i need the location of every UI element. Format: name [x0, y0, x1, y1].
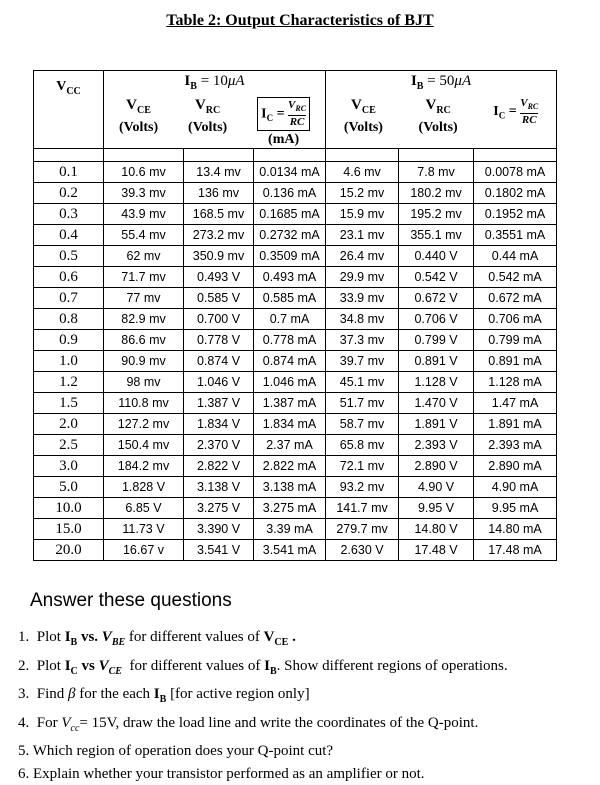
vrc-50ua-cell: 0.891 V	[399, 351, 474, 372]
ic-50ua-cell: 0.706 mA	[474, 309, 557, 330]
vcc-value-cell: 0.9	[34, 330, 104, 351]
vcc-value-cell: 0.6	[34, 267, 104, 288]
vce-50ua-cell: 15.2 mv	[326, 183, 399, 204]
vce-50ua-cell: 33.9 mv	[326, 288, 399, 309]
vrc-10ua-cell: 168.5 mv	[184, 204, 254, 225]
question-item: 6. Explain whether your transistor performed as an amplifier or not.	[18, 763, 508, 785]
ic-10ua-cell: 3.541 mA	[254, 540, 326, 561]
question-item: 1. Plot $I_B$ vs. $V_{BE}$ for different values of $V_{CE}$ .	[18, 626, 508, 655]
table-row	[34, 246, 557, 267]
table-title: Table 2: Output Characteristics of BJT	[0, 12, 600, 30]
table-row	[34, 477, 557, 498]
ic-50ua-cell: 0.799 mA	[474, 330, 557, 351]
vrc-10ua-cell: 13.4 mv	[184, 162, 254, 183]
ic-10ua-cell: 3.138 mA	[254, 477, 326, 498]
vrc-50ua-cell: 7.8 mv	[399, 162, 474, 183]
ic-10ua-cell: 0.778 mA	[254, 330, 326, 351]
ic-10ua-cell: 0.493 mA	[254, 267, 326, 288]
ic-50ua-cell: 0.542 mA	[474, 267, 557, 288]
vrc-50ua-cell: 17.48 V	[399, 540, 474, 561]
question-item: 5. Which region of operation does your Q-point cut?	[18, 740, 508, 763]
vrc-50ua-cell: 9.95 V	[399, 498, 474, 519]
table-row	[34, 309, 557, 330]
table-row	[34, 456, 557, 477]
vrc-10ua-cell: 3.275 V	[184, 498, 254, 519]
vcc-value-cell: 0.1	[34, 162, 104, 183]
ic-10ua-cell: 1.387 mA	[254, 393, 326, 414]
vrc-50ua-cell: 2.393 V	[399, 435, 474, 456]
ic-50ua-cell: 2.393 mA	[474, 435, 557, 456]
vcc-value-cell: 5.0	[34, 477, 104, 498]
table-row	[34, 267, 557, 288]
vcc-value-cell: 2.5	[34, 435, 104, 456]
vce-10ua-cell: 1.828 V	[104, 477, 184, 498]
ic-50ua-cell: 1.891 mA	[474, 414, 557, 435]
table-row	[34, 519, 557, 540]
vcc-value-cell: 0.8	[34, 309, 104, 330]
vcc-value-cell: 0.7	[34, 288, 104, 309]
ic-10ua-cell: 2.822 mA	[254, 456, 326, 477]
vrc-50ua-cell: 4.90 V	[399, 477, 474, 498]
vce-50ua-cell: 58.7 mv	[326, 414, 399, 435]
vce-10ua-cell: 77 mv	[104, 288, 184, 309]
vrc-50ua-cell: 0.440 V	[399, 246, 474, 267]
vrc-50ua-cell: 0.706 V	[399, 309, 474, 330]
ic-50ua-cell: 1.128 mA	[474, 372, 557, 393]
vce-10ua-cell: 39.3 mv	[104, 183, 184, 204]
vce-10ua-cell: 86.6 mv	[104, 330, 184, 351]
ic-10ua-cell: 1.834 mA	[254, 414, 326, 435]
vrc-50ua-cell: 2.890 V	[399, 456, 474, 477]
vcc-value-cell: 2.0	[34, 414, 104, 435]
ic-50ua-cell: 14.80 mA	[474, 519, 557, 540]
table-row	[34, 204, 557, 225]
question-item: 3. Find β for the each $I_B$ [for active region only]	[18, 683, 508, 712]
vrc-50ua-cell: 1.891 V	[399, 414, 474, 435]
ic-50ua-cell: 4.90 mA	[474, 477, 557, 498]
ib-50ua-group-header: $I_B = 50\mu A$ $V_{CE}$ (Volts) $V_{RC}$ (Volts) $I_C$ = $\frac{V_{RC}}{RC}$	[326, 71, 557, 149]
ic-50ua-cell: 0.3551 mA	[474, 225, 557, 246]
spacer-row	[34, 149, 557, 162]
ic-10ua-cell: 0.2732 mA	[254, 225, 326, 246]
vce-10ua-cell: 127.2 mv	[104, 414, 184, 435]
question-list	[18, 626, 508, 785]
table-row	[34, 435, 557, 456]
question-item: 2. Plot $I_C$ vs $V_{CE}$ for different values of $I_B$. Show different regions of operations.	[18, 655, 508, 684]
vrc-10ua-cell: 0.874 V	[184, 351, 254, 372]
vce-10ua-cell: 16.67 v	[104, 540, 184, 561]
vce-10ua-cell: 150.4 mv	[104, 435, 184, 456]
vce-50ua-cell: 72.1 mv	[326, 456, 399, 477]
vce-50ua-cell: 26.4 mv	[326, 246, 399, 267]
vrc-10ua-cell: 0.778 V	[184, 330, 254, 351]
header-row	[34, 71, 557, 149]
ic-10ua-cell: 0.3509 mA	[254, 246, 326, 267]
vrc-10ua-cell: 1.046 V	[184, 372, 254, 393]
vce-10ua-cell: 62 mv	[104, 246, 184, 267]
table-row	[34, 498, 557, 519]
vce-50ua-cell: 4.6 mv	[326, 162, 399, 183]
ic-10ua-cell: 0.1685 mA	[254, 204, 326, 225]
table-row	[34, 162, 557, 183]
vce-50ua-cell: 45.1 mv	[326, 372, 399, 393]
vcc-value-cell: 1.2	[34, 372, 104, 393]
vce-50ua-cell: 93.2 mv	[326, 477, 399, 498]
vce-50ua-cell: 34.8 mv	[326, 309, 399, 330]
vcc-value-cell: 0.2	[34, 183, 104, 204]
vce-50ua-cell: 2.630 V	[326, 540, 399, 561]
vce-10ua-cell: 110.8 mv	[104, 393, 184, 414]
vce-50ua-cell: 39.7 mv	[326, 351, 399, 372]
ic-10ua-cell: 2.37 mA	[254, 435, 326, 456]
vce-10ua-cell: 82.9 mv	[104, 309, 184, 330]
ic-50ua-cell: 2.890 mA	[474, 456, 557, 477]
vrc-50ua-cell: 1.470 V	[399, 393, 474, 414]
vrc-10ua-cell: 2.370 V	[184, 435, 254, 456]
vrc-10ua-cell: 1.834 V	[184, 414, 254, 435]
vrc-10ua-cell: 0.585 V	[184, 288, 254, 309]
vcc-value-cell: 20.0	[34, 540, 104, 561]
vce-10ua-cell: 43.9 mv	[104, 204, 184, 225]
vrc-10ua-cell: 3.138 V	[184, 477, 254, 498]
vrc-10ua-cell: 2.822 V	[184, 456, 254, 477]
ic-50ua-cell: 9.95 mA	[474, 498, 557, 519]
ic-50ua-cell: 1.47 mA	[474, 393, 557, 414]
vcc-value-cell: 10.0	[34, 498, 104, 519]
vce-50ua-cell: 29.9 mv	[326, 267, 399, 288]
answer-heading: Answer these questions	[30, 590, 232, 612]
vrc-10ua-cell: 0.493 V	[184, 267, 254, 288]
vce-10ua-cell: 6.85 V	[104, 498, 184, 519]
vrc-10ua-cell: 350.9 mv	[184, 246, 254, 267]
vcc-value-cell: 1.0	[34, 351, 104, 372]
vce-50ua-cell: 141.7 mv	[326, 498, 399, 519]
vcc-value-cell: 0.3	[34, 204, 104, 225]
ic-10ua-cell: 1.046 mA	[254, 372, 326, 393]
ic-10ua-cell: 0.136 mA	[254, 183, 326, 204]
vrc-50ua-cell: 1.128 V	[399, 372, 474, 393]
vce-10ua-cell: 10.6 mv	[104, 162, 184, 183]
ic-10ua-cell: 0.0134 mA	[254, 162, 326, 183]
table-row	[34, 183, 557, 204]
vce-50ua-cell: 15.9 mv	[326, 204, 399, 225]
question-item: 4. For $V_{cc}= 15V$, draw the load line and write the coordinates of the Q-point.	[18, 712, 508, 741]
vrc-50ua-cell: 14.80 V	[399, 519, 474, 540]
ic-50ua-cell: 0.44 mA	[474, 246, 557, 267]
vrc-50ua-cell: 0.799 V	[399, 330, 474, 351]
output-characteristics-table	[33, 70, 557, 561]
table-row	[34, 225, 557, 246]
vce-50ua-cell: 51.7 mv	[326, 393, 399, 414]
vrc-50ua-cell: 355.1 mv	[399, 225, 474, 246]
vrc-10ua-cell: 1.387 V	[184, 393, 254, 414]
vce-50ua-cell: 23.1 mv	[326, 225, 399, 246]
vce-10ua-cell: 98 mv	[104, 372, 184, 393]
vrc-10ua-cell: 3.541 V	[184, 540, 254, 561]
table-row	[34, 288, 557, 309]
ic-50ua-cell: 0.0078 mA	[474, 162, 557, 183]
ic-50ua-cell: 0.891 mA	[474, 351, 557, 372]
ic-10ua-cell: 3.39 mA	[254, 519, 326, 540]
vce-10ua-cell: 184.2 mv	[104, 456, 184, 477]
table-row	[34, 414, 557, 435]
ic-10ua-cell: 0.7 mA	[254, 309, 326, 330]
ic-10ua-cell: 0.585 mA	[254, 288, 326, 309]
vrc-50ua-cell: 180.2 mv	[399, 183, 474, 204]
table-row	[34, 393, 557, 414]
table-row	[34, 540, 557, 561]
vcc-value-cell: 15.0	[34, 519, 104, 540]
vcc-value-cell: 0.4	[34, 225, 104, 246]
vrc-10ua-cell: 273.2 mv	[184, 225, 254, 246]
vce-50ua-cell: 279.7 mv	[326, 519, 399, 540]
vcc-value-cell: 0.5	[34, 246, 104, 267]
vrc-10ua-cell: 3.390 V	[184, 519, 254, 540]
vce-10ua-cell: 11.73 V	[104, 519, 184, 540]
vce-10ua-cell: 90.9 mv	[104, 351, 184, 372]
vrc-10ua-cell: 136 mv	[184, 183, 254, 204]
vcc-header: $V_{CC}$	[34, 71, 104, 149]
vce-10ua-cell: 55.4 mv	[104, 225, 184, 246]
ic-50ua-cell: 0.672 mA	[474, 288, 557, 309]
table-row	[34, 330, 557, 351]
vcc-value-cell: 1.5	[34, 393, 104, 414]
vcc-value-cell: 3.0	[34, 456, 104, 477]
vrc-50ua-cell: 195.2 mv	[399, 204, 474, 225]
vce-50ua-cell: 37.3 mv	[326, 330, 399, 351]
ic-10ua-cell: 0.874 mA	[254, 351, 326, 372]
vrc-50ua-cell: 0.542 V	[399, 267, 474, 288]
ic-50ua-cell: 17.48 mA	[474, 540, 557, 561]
ic-10ua-cell: 3.275 mA	[254, 498, 326, 519]
ic-50ua-cell: 0.1952 mA	[474, 204, 557, 225]
vrc-10ua-cell: 0.700 V	[184, 309, 254, 330]
table-row	[34, 372, 557, 393]
vrc-50ua-cell: 0.672 V	[399, 288, 474, 309]
ic-50ua-cell: 0.1802 mA	[474, 183, 557, 204]
vce-50ua-cell: 65.8 mv	[326, 435, 399, 456]
vce-10ua-cell: 71.7 mv	[104, 267, 184, 288]
ib-10ua-group-header: $I_B = 10\mu A$ $V_{CE}$ (Volts) $V_{RC}$ (Volts) $I_C$ = $\frac{V_{RC}}{RC}$ (mA)	[104, 71, 326, 149]
table-row	[34, 351, 557, 372]
